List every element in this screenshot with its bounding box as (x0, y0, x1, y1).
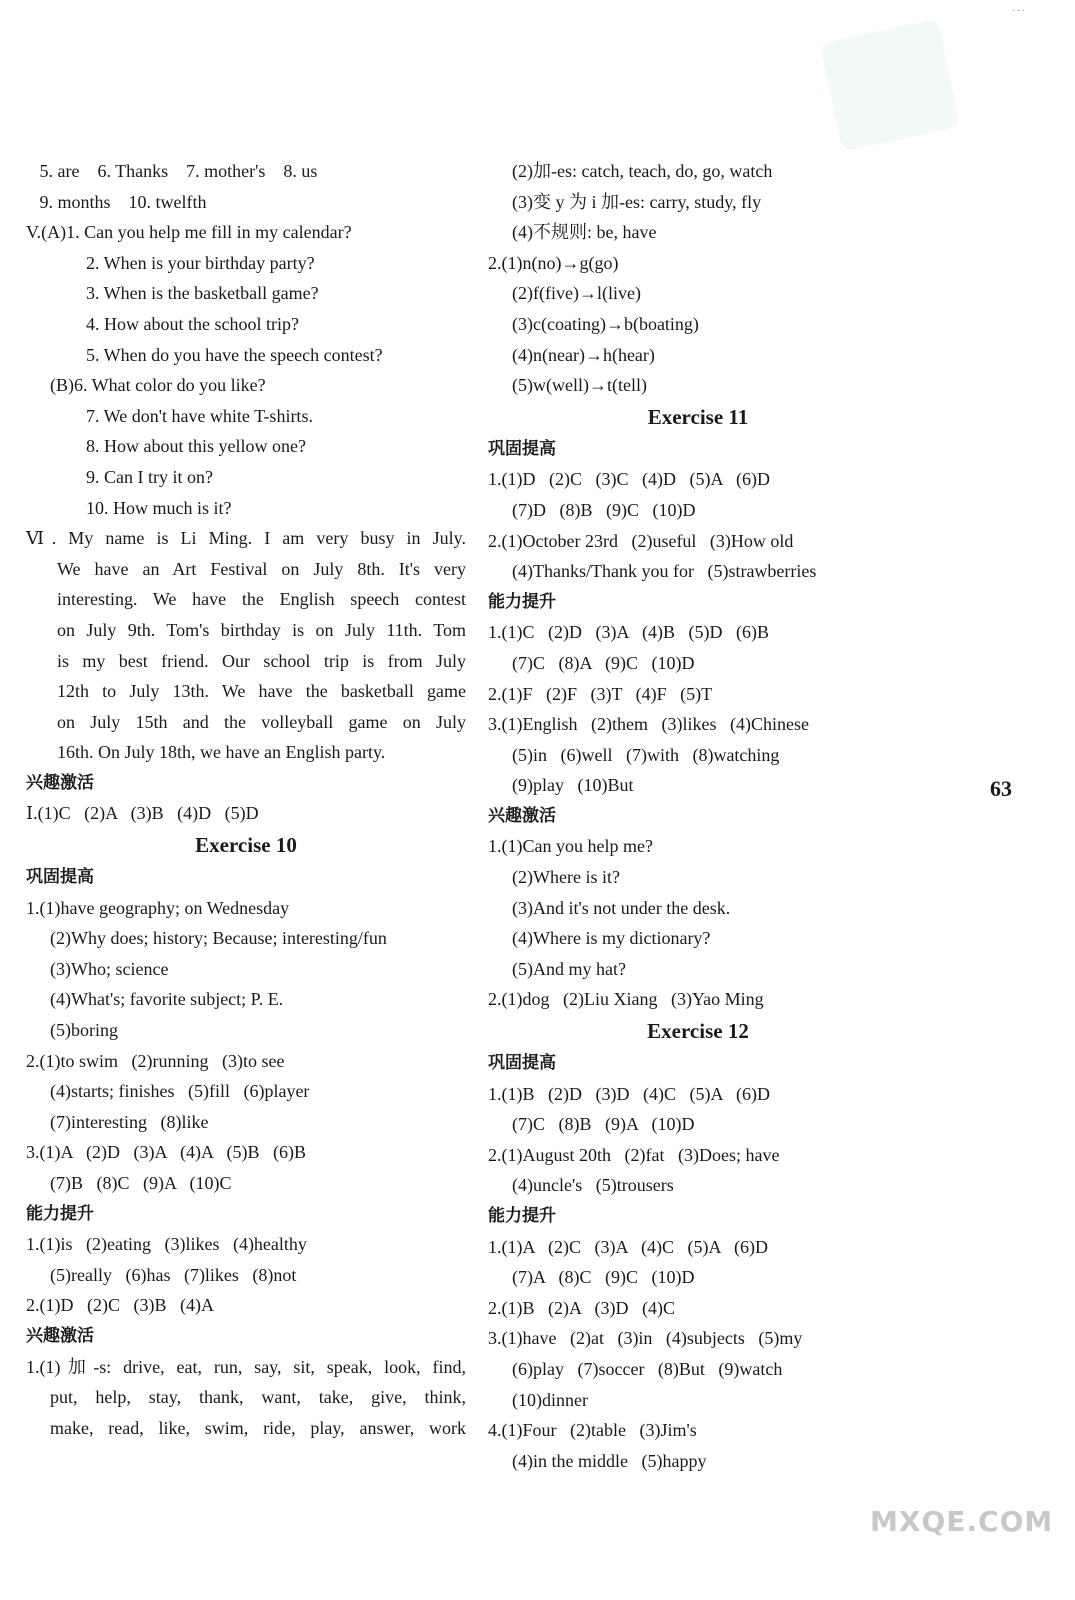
passage-line: is my best friend. Our school trip is from July (57, 650, 466, 671)
answer-line: 1.(1)is (2)eating (3)likes (4)healthy (26, 1234, 307, 1255)
section-heading: 能力提升 (488, 591, 556, 612)
answer-line: (5)w(well)→t(tell) (512, 375, 647, 396)
answer-line: 1.(1)A (2)C (3)A (4)C (5)A (6)D (488, 1236, 768, 1257)
answer-line: 1.(1)Can you help me? (488, 836, 653, 857)
answer-line: 9. Can I try it on? (86, 466, 213, 487)
answer-line: 3.(1)have (2)at (3)in (4)subjects (5)my (488, 1328, 803, 1349)
section-heading: 巩固提高 (488, 1053, 556, 1074)
answer-line: 4.(1)Four (2)table (3)Jim's (488, 1420, 697, 1441)
answer-line: (5)in (6)well (7)with (8)watching (512, 744, 780, 765)
passage-line: We have an Art Festival on July 8th. It's very (57, 558, 466, 579)
right-answer-column (488, 156, 908, 1476)
answer-line: (4)in the middle (5)happy (512, 1450, 707, 1471)
answer-line: 3.(1)English (2)them (3)likes (4)Chinese (488, 714, 809, 735)
answer-line: (9)play (10)But (512, 775, 634, 796)
passage-line: put, help, stay, thank, want, take, give, think, (50, 1387, 466, 1408)
answer-line: 2.(1)to swim (2)running (3)to see (26, 1050, 285, 1071)
answer-line: 2.(1)n(no)→g(go) (488, 252, 619, 273)
answer-line: 3. When is the basketball game? (86, 283, 319, 304)
answer-line: (7)D (8)B (9)C (10)D (512, 499, 696, 520)
answer-line: 1.(1)C (2)D (3)A (4)B (5)D (6)B (488, 622, 769, 643)
answer-line: 2.(1)B (2)A (3)D (4)C (488, 1297, 675, 1318)
answer-line: (5)really (6)has (7)likes (8)not (50, 1264, 297, 1285)
answer-line: (7)C (8)A (9)C (10)D (512, 652, 695, 673)
answer-line: 10. How much is it? (86, 497, 232, 518)
decorative-stamp (820, 19, 960, 152)
passage-line: 16th. On July 18th, we have an English party. (57, 742, 386, 763)
answer-line: (2)加-es: catch, teach, do, go, watch (512, 161, 773, 181)
answer-line: (7)C (8)B (9)A (10)D (512, 1114, 695, 1135)
answer-line: 4. How about the school trip? (86, 313, 299, 334)
answer-line: (4)Thanks/Thank you for (5)strawberries (512, 561, 817, 582)
passage-line: Ⅵ. My name is Li Ming. I am very busy in July. (26, 528, 466, 549)
answer-line: Ⅰ.(1)C (2)A (3)B (4)D (5)D (26, 803, 259, 824)
section-heading: 巩固提高 (26, 867, 94, 888)
section-heading: 能力提升 (26, 1203, 94, 1224)
answer-line: 1.(1)have geography; on Wednesday (26, 897, 290, 918)
section-heading: 能力提升 (488, 1206, 556, 1226)
answer-line: (4)n(near)→h(hear) (512, 344, 655, 365)
section-heading: 巩固提高 (488, 438, 556, 459)
passage-line: on July 15th and the volleyball game on July (57, 711, 466, 732)
answer-line: 7. We don't have white T-shirts. (86, 405, 313, 426)
passage-line: 1.(1)加-s: drive, eat, run, say, sit, speak, look, find, (26, 1356, 466, 1377)
answer-line: 1.(1)D (2)C (3)C (4)D (5)A (6)D (488, 469, 770, 490)
answer-line: (4)uncle's (5)trousers (512, 1175, 674, 1196)
section-heading: 兴趣激活 (488, 805, 556, 826)
answer-line: 5. are 6. Thanks 7. mother's 8. us (26, 161, 318, 181)
section-heading: 兴趣激活 (26, 772, 94, 793)
passage-line: interesting. We have the English speech contest (57, 589, 466, 610)
answer-line: (2)Where is it? (512, 867, 620, 888)
answer-line: (2)Why does; history; Because; interesting/fun (50, 928, 387, 949)
answer-line: (7)B (8)C (9)A (10)C (50, 1173, 232, 1193)
answer-line: (6)play (7)soccer (8)But (9)watch (512, 1358, 783, 1379)
answer-line: (3)变 y 为 i 加-es: carry, study, fly (512, 191, 762, 212)
answer-line: 1.(1)B (2)D (3)D (4)C (5)A (6)D (488, 1083, 770, 1104)
answer-line: (7)A (8)C (9)C (10)D (512, 1267, 695, 1288)
answer-line: 2.(1)October 23rd (2)useful (3)How old (488, 530, 794, 551)
answer-line: (3)And it's not under the desk. (512, 897, 731, 918)
passage-line: make, read, like, swim, ride, play, answer, work (50, 1417, 466, 1438)
answer-line: (B)6. What color do you like? (50, 375, 266, 396)
answer-line: (10)dinner (512, 1389, 588, 1410)
answer-line: 8. How about this yellow one? (86, 436, 306, 457)
answer-line: (4)Where is my dictionary? (512, 928, 711, 949)
answer-line: 2.(1)August 20th (2)fat (3)Does; have (488, 1144, 780, 1165)
page-number: 63 (990, 776, 1012, 801)
answer-line: (5)boring (50, 1020, 118, 1041)
answer-line: (3)c(coating)→b(boating) (512, 313, 699, 334)
answer-line: (3)Who; science (50, 958, 169, 979)
top-corner-mark: ... (1012, 0, 1027, 14)
answer-line: (4)不规则: be, have (512, 222, 657, 243)
answer-line: (5)And my hat? (512, 958, 626, 979)
left-answer-column (26, 156, 466, 1443)
answer-line: 2. When is your birthday party? (86, 252, 315, 273)
answer-line: 2.(1)D (2)C (3)B (4)A (26, 1295, 214, 1316)
answer-line: 9. months 10. twelfth (26, 191, 207, 212)
answer-line: (4)What's; favorite subject; P. E. (50, 989, 284, 1010)
exercise-title: Exercise 12 (647, 1019, 749, 1044)
answer-line: (4)starts; finishes (5)fill (6)player (50, 1081, 310, 1102)
passage-line: 12th to July 13th. We have the basketball game (57, 681, 466, 702)
answer-line: 2.(1)F (2)F (3)T (4)F (5)T (488, 683, 713, 704)
watermark-logo: MXQE.COM (870, 1505, 1054, 1538)
answer-line: (2)f(five)→l(live) (512, 283, 641, 304)
answer-line: 2.(1)dog (2)Liu Xiang (3)Yao Ming (488, 989, 764, 1010)
exercise-title: Exercise 10 (195, 833, 297, 858)
answer-line: 3.(1)A (2)D (3)A (4)A (5)B (6)B (26, 1142, 306, 1163)
answer-line: V.(A)1. Can you help me fill in my calendar? (26, 222, 352, 243)
exercise-title: Exercise 11 (647, 404, 749, 429)
answer-line: 5. When do you have the speech contest? (86, 344, 383, 365)
answer-line: (7)interesting (8)like (50, 1111, 209, 1132)
section-heading: 兴趣激活 (26, 1325, 94, 1346)
passage-line: on July 9th. Tom's birthday is on July 11th. Tom (57, 619, 466, 640)
